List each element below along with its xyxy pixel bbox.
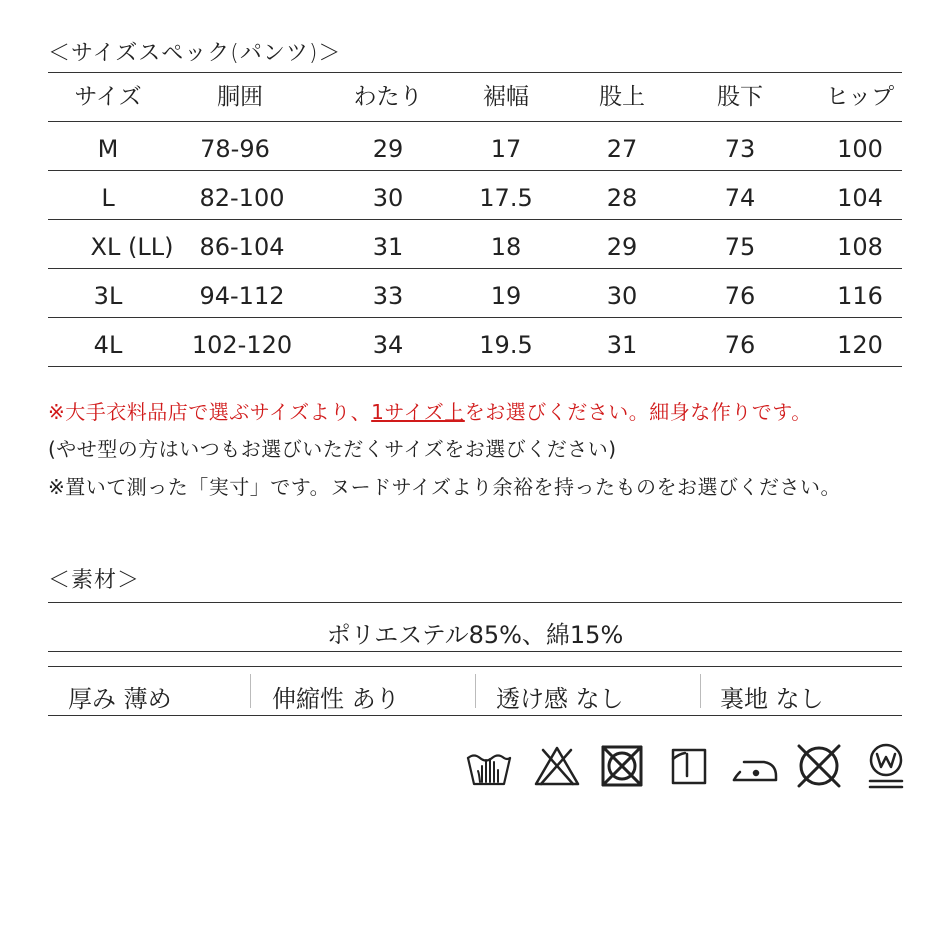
cell-size: XL (LL) [90,233,174,261]
header-waist: 胴囲 [217,84,263,110]
property-bottom-rule [48,715,902,716]
size-advice-note [48,396,812,425]
no-bleach-icon [533,742,581,790]
cell-rise: 27 [606,135,638,163]
size-spec-title: ＜サイズスペック(パンツ)＞ [48,41,342,66]
header-thigh: わたり [353,84,423,110]
property-divider [250,674,251,708]
cell-thigh: 30 [372,184,404,212]
cell-hip: 104 [837,184,883,212]
measurement-note: ※置いて測った「実寸」です。ヌードサイズより余裕を持ったものをお選びください。 [48,475,842,499]
cell-rise: 29 [606,233,638,261]
cell-inseam: 75 [724,233,756,261]
cell-rise: 30 [606,282,638,310]
cell-hem: 19 [490,282,522,310]
table-rule [48,121,902,122]
cell-waist: 94-112 [199,282,285,310]
table-rule [48,268,902,269]
material-rule [48,651,902,652]
cell-hem: 17.5 [479,184,533,212]
cell-hem: 18 [490,233,522,261]
property-divider [700,674,701,708]
cell-size: M [97,135,119,163]
no-tumble-dry-icon [598,742,646,790]
cell-waist: 82-100 [199,184,285,212]
size-advice-highlight: 1サイズ上 [371,400,465,424]
cell-inseam: 76 [724,331,756,359]
cell-size: L [101,184,115,212]
cell-rise: 31 [606,331,638,359]
header-hip: ヒップ [825,84,895,110]
cell-size: 4L [93,331,123,359]
table-bottom-rule [48,366,902,367]
header-inseam: 股下 [717,84,763,110]
hand-wash-icon [465,742,513,790]
cell-thigh: 31 [372,233,404,261]
cell-hip: 120 [837,331,883,359]
table-rule [48,317,902,318]
cell-thigh: 34 [372,331,404,359]
property-stretch: 伸縮性 あり [272,685,400,713]
cell-inseam: 76 [724,282,756,310]
property-top-rule [48,666,902,667]
table-top-rule [48,72,902,73]
cell-hip: 108 [837,233,883,261]
cell-waist: 102-120 [191,331,293,359]
no-dry-clean-icon [795,742,843,790]
cell-size: 3L [93,282,123,310]
size-advice-pre: ※大手衣料品店で選ぶサイズより、 [48,400,372,424]
line-dry-icon [665,742,713,790]
table-rule [48,170,902,171]
cell-waist: 86-104 [199,233,285,261]
size-advice-post: をお選びください。細身な作りです。 [464,400,812,424]
cell-waist: 78-96 [200,135,270,163]
property-thickness: 厚み 薄め [68,685,172,713]
cell-hip: 100 [837,135,883,163]
property-lining: 裏地 なし [720,685,824,713]
cell-rise: 28 [606,184,638,212]
property-divider [475,674,476,708]
cell-hem: 19.5 [479,331,533,359]
property-sheerness: 透け感 なし [496,685,624,713]
cell-inseam: 73 [724,135,756,163]
cell-thigh: 29 [372,135,404,163]
wet-clean-icon [862,742,910,790]
material-top-rule [48,602,902,603]
table-rule [48,219,902,220]
cell-hip: 116 [837,282,883,310]
material-title: ＜素材＞ [48,568,141,593]
iron-low-icon [732,742,780,790]
header-hem: 裾幅 [483,84,529,110]
slim-build-note: (やせ型の方はいつもお選びいただくサイズをお選びください) [48,437,617,461]
cell-inseam: 74 [724,184,756,212]
cell-thigh: 33 [372,282,404,310]
header-rise: 股上 [599,84,645,110]
cell-hem: 17 [490,135,522,163]
header-size: サイズ [74,84,142,110]
material-composition: ポリエステル85%、綿15% [326,621,624,649]
